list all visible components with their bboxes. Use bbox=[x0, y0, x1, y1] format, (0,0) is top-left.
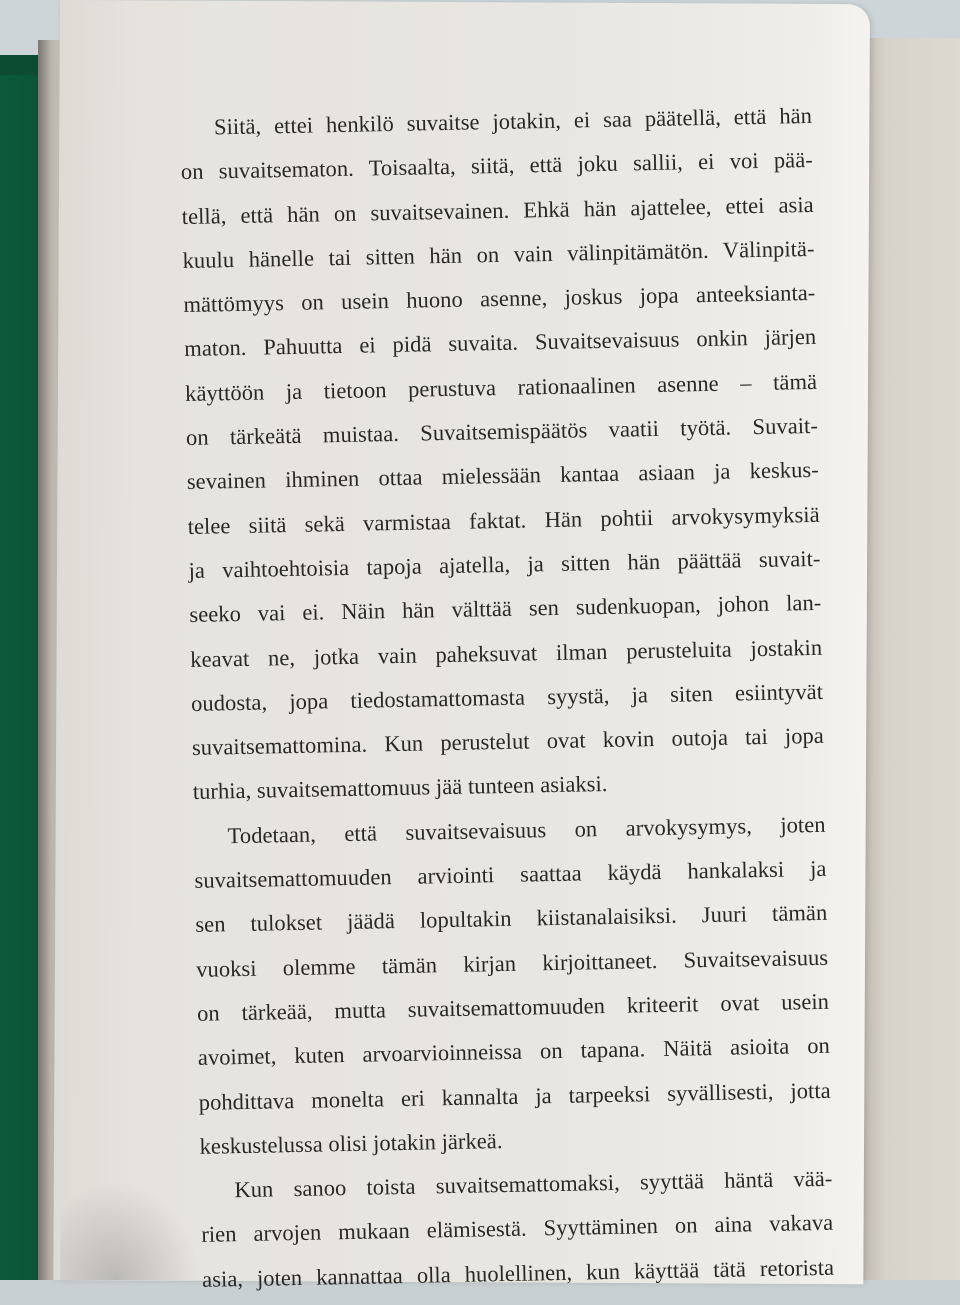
paragraph-1 bbox=[180, 94, 825, 815]
paragraph-2 bbox=[193, 803, 832, 1169]
text-line: avoimet, kuten arvoarvioinneissa on tapana. Näitä asioita on bbox=[197, 1032, 831, 1071]
hand-shadow bbox=[60, 1180, 200, 1280]
text-line: turhia, suvaitsemattomuus jää tunteen asiaksi. bbox=[192, 771, 608, 805]
text-line: oudosta, jopa tiedostamattomasta syystä, ja siten esiintyvät bbox=[190, 678, 824, 716]
text-line: on tärkeää, mutta suvaitsemattomuuden kriteerit ovat usein bbox=[196, 988, 830, 1026]
text-line: pohdittava monelta eri kannalta ja tarpeeksi syvällisesti, jotta bbox=[198, 1077, 831, 1115]
paragraph-3 bbox=[200, 1157, 834, 1302]
text-line: rien arvojen mukaan elämisestä. Syyttäminen on aina vakava bbox=[201, 1210, 834, 1248]
text-line: suvaitsemattomina. Kun perustelut ovat kovin outoja tai jopa bbox=[191, 722, 825, 761]
text-line: sen tulokset jäädä lopultakin kiistanalaisiksi. Juuri tämän bbox=[195, 900, 828, 938]
text-line: käyttöön ja tietoon perustuva rationaalinen asenne – tämä bbox=[184, 368, 818, 406]
text-line: on tärkeätä muistaa. Suvaitsemispäätös vaatii työtä. Suvait- bbox=[185, 412, 819, 451]
text-line: Todetaan, että suvaitsevaisuus on arvokysymys, joten bbox=[227, 811, 826, 849]
text-line: keskustelussa olisi jotakin järkeä. bbox=[199, 1127, 503, 1159]
text-line: on suvaitsematon. Toisaalta, siitä, että joku sallii, ei voi pää- bbox=[180, 147, 814, 185]
text-line: mättömyys on usein huono asenne, joskus jopa anteeksianta- bbox=[183, 280, 816, 318]
text-line: Siitä, ettei henkilö suvaitse jotakin, ei saa päätellä, että hän bbox=[213, 102, 813, 140]
text-line: tellä, että hän on suvaitsevainen. Ehkä hän ajattelee, ettei asia bbox=[181, 191, 814, 229]
text-line: suvaitsemattomuuden arviointi saattaa käydä hankalaksi ja bbox=[194, 855, 827, 893]
text-line: maton. Pahuutta ei pidä suvaita. Suvaitsevaisuus onkin järjen bbox=[184, 324, 817, 362]
text-line: seeko vai ei. Näin hän välttää sen sudenkuopan, johon lan- bbox=[189, 590, 822, 628]
text-line: asia, joten kannattaa olla huolellinen, kun käyttää tätä retorista bbox=[201, 1254, 835, 1292]
book-page bbox=[53, 0, 870, 1292]
text-line: sevainen ihminen ottaa mielessään kantaa asiaan ja keskus- bbox=[186, 457, 819, 495]
adjacent-page bbox=[855, 38, 960, 1280]
page-text bbox=[180, 94, 835, 1302]
text-line: ja vaihtoehtoisia tapoja ajatella, ja sitten hän päättää suvait- bbox=[188, 545, 821, 583]
text-line: kuulu hänelle tai sitten hän on vain välinpitämätön. Välinpitä- bbox=[182, 235, 815, 273]
text-line: telee siitä sekä varmistaa faktat. Hän pohtii arvokysymyksiä bbox=[187, 501, 820, 539]
text-line: vuoksi olemme tämän kirjan kirjoittaneet. Suvaitsevaisuus bbox=[195, 944, 829, 982]
text-line: Kun sanoo toista suvaitsemattomaksi, syyttää häntä vää- bbox=[234, 1165, 833, 1203]
text-line: keavat ne, jotka vain paheksuvat ilman perusteluita jostakin bbox=[190, 634, 823, 672]
